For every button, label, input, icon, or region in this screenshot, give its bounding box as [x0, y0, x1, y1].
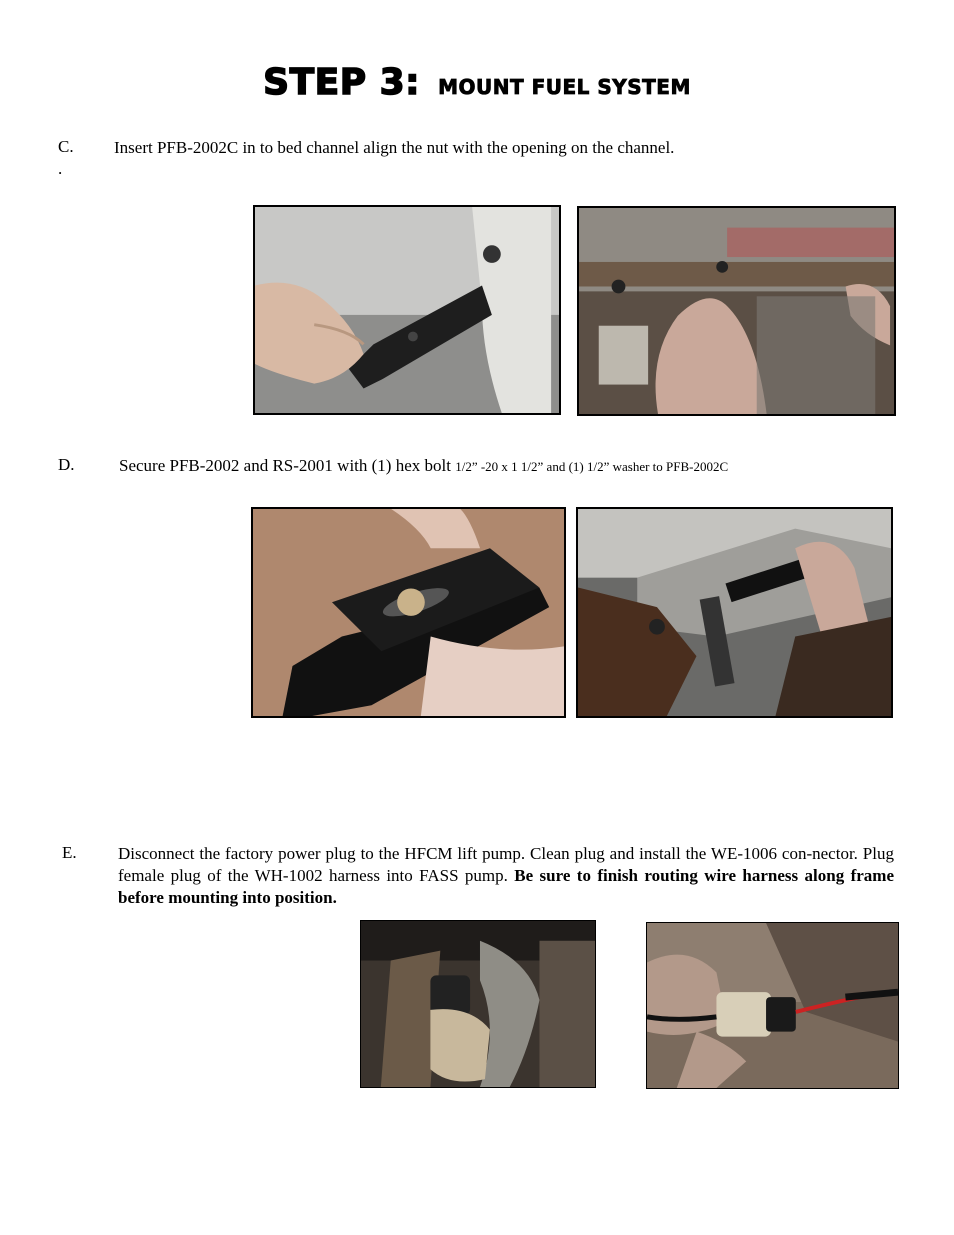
step-e-text-bold: Be sure to finish routing wire harness along frame before mounting into position. — [118, 866, 894, 907]
step-e-text-plain: Disconnect the factory power plug to the HFCM lift pump. Clean plug and install the WE-1006 con-nector. Plug female plug of the WH-1002 harness into FASS pump. — [118, 844, 894, 885]
step-c-letter: C. — [58, 137, 74, 156]
photo-nut-alignment — [577, 206, 896, 416]
step-c-trailing-dot: . — [58, 159, 63, 178]
step-title: MOUNT FUEL SYSTEM — [438, 75, 691, 99]
photo-factory-power-plug — [360, 920, 596, 1088]
step-c-text: Insert PFB-2002C in to bed channel align the nut with the opening on the channel. — [114, 138, 675, 157]
step-e-letter: E. — [62, 843, 77, 862]
photo-hex-bolt-install — [576, 507, 893, 718]
step-d-letter: D. — [58, 455, 75, 474]
step-number: STEP 3: — [263, 62, 421, 103]
step-d-text-main: Secure PFB-2002 and RS-2001 with (1) hex bolt — [119, 456, 456, 475]
page-title — [0, 62, 954, 103]
photo-bolt-plates — [251, 507, 566, 718]
photo-bed-channel-insert — [253, 205, 561, 415]
step-e-text — [118, 843, 894, 909]
photo-harness-connector — [646, 922, 899, 1089]
step-d-text — [119, 455, 899, 478]
step-d-text-small: 1/2” -20 x 1 1/2” and (1) 1/2” washer to PFB-2002C — [455, 459, 729, 474]
